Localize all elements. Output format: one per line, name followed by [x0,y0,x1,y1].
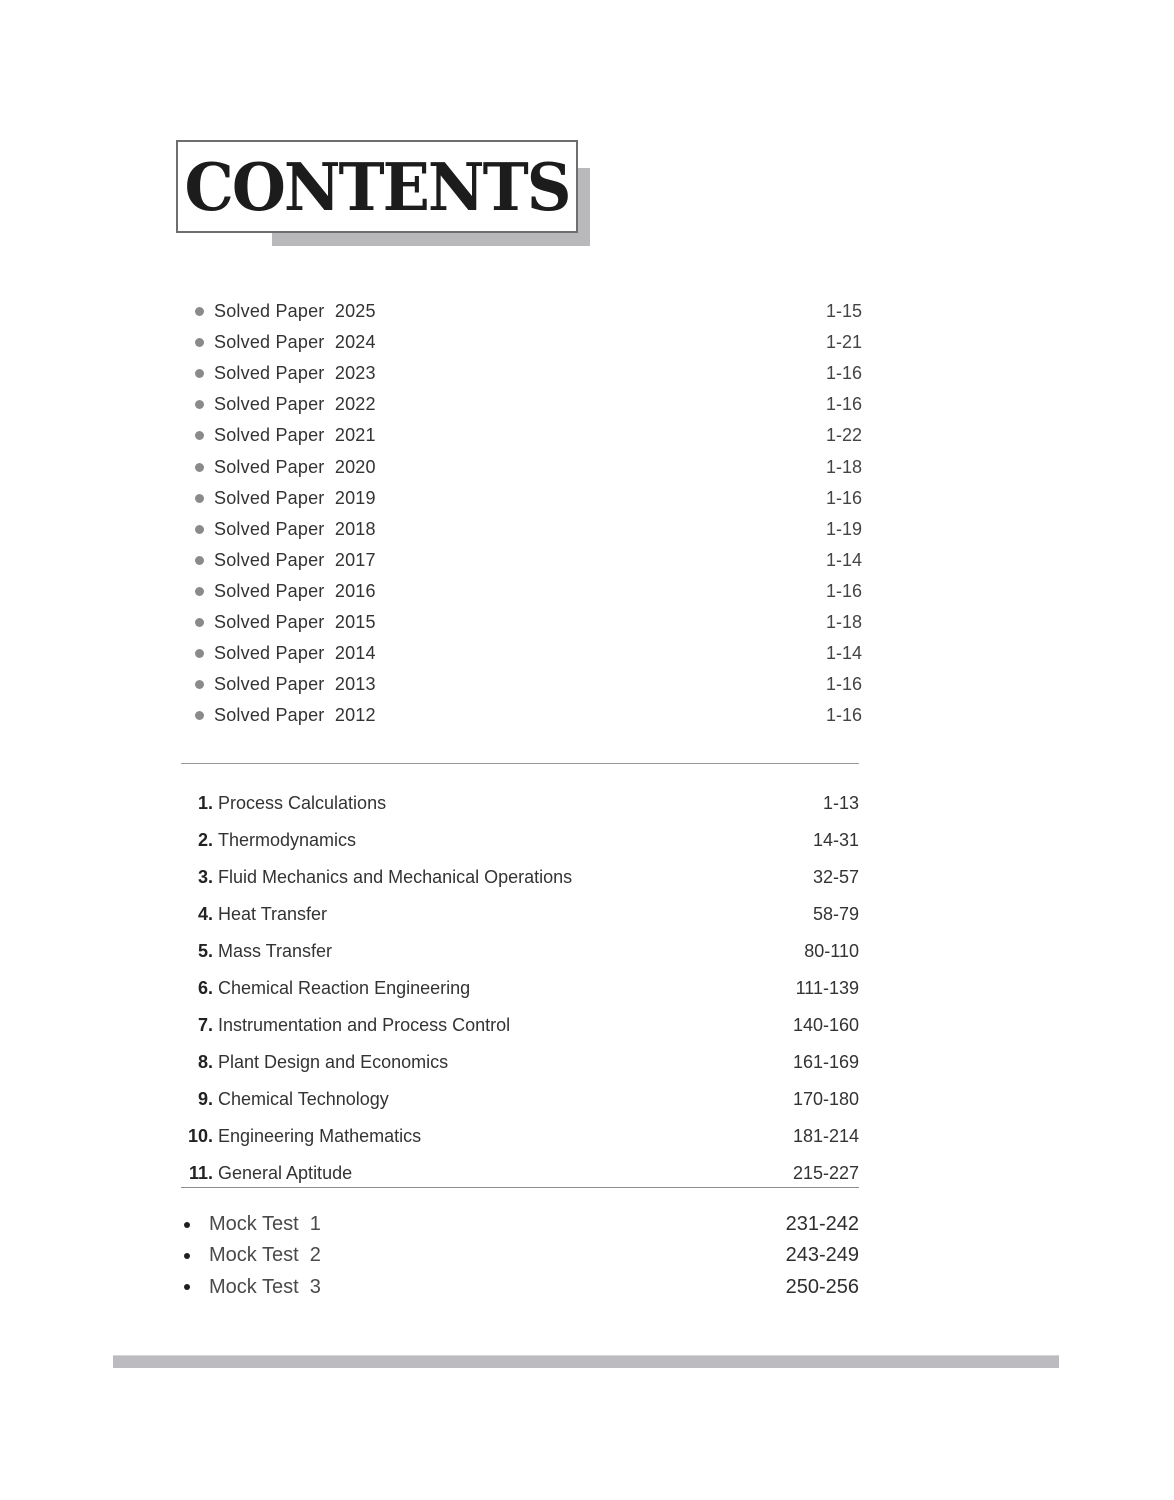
list-item-solved-paper-2023[interactable] [190,358,862,389]
chapter-item[interactable] [181,1044,859,1081]
chapter-title: Plant Design and Economics [218,1052,449,1072]
item-label: Solved Paper 2013 [214,674,376,695]
item-label: Solved Paper 2023 [214,363,376,384]
chapter-number: 10. [187,1126,213,1146]
chapter-title: Chemical Technology [218,1089,389,1109]
page-range: 231-242 [785,1213,859,1236]
page-range: 1-18 [825,456,862,477]
page-range: 1-15 [825,301,862,322]
chapter-item[interactable] [181,1081,859,1118]
list-item-solved-paper-2020[interactable] [190,451,862,482]
chapter-number: 6. [197,978,213,998]
chapter-item[interactable] [181,1007,859,1044]
item-label: Mock Test 1 [209,1213,321,1236]
page-range: 111-139 [795,978,859,998]
chapter-item[interactable] [181,970,859,1007]
chapter-number: 5. [197,941,213,961]
page-range: 170-180 [792,1089,859,1109]
chapter-number: 2. [197,830,213,850]
bullet-icon [195,369,204,378]
list-item-solved-paper-2015[interactable] [190,607,862,638]
mock-tests-list [181,1209,859,1303]
page-range: 1-13 [822,793,859,813]
chapter-item[interactable] [181,859,859,896]
chapter-item[interactable] [181,785,859,822]
chapter-item[interactable] [181,822,859,859]
contents-heading [176,140,582,237]
chapter-title: Mass Transfer [218,941,333,961]
chapter-number: 7. [197,1015,213,1035]
page-range: 1-21 [825,332,862,353]
bullet-icon [184,1222,190,1228]
footer-rule [113,1355,1059,1368]
bullet-icon [195,525,204,534]
page-range: 1-14 [825,643,862,664]
chapter-number: 9. [197,1089,213,1109]
chapter-title: Chemical Reaction Engineering [218,978,471,998]
item-label: Solved Paper 2017 [214,549,376,570]
page-range: 140-160 [792,1015,859,1035]
item-label: Solved Paper 2019 [214,487,376,508]
chapter-title: General Aptitude [218,1163,353,1183]
section-divider [181,1187,859,1188]
list-item-mock-test-1[interactable] [181,1209,859,1240]
bullet-icon [195,711,204,720]
page-range: 243-249 [785,1244,859,1267]
item-label: Solved Paper 2018 [214,518,376,539]
page-range: 1-16 [825,363,862,384]
chapter-number: 1. [197,793,213,813]
chapter-title: Fluid Mechanics and Mechanical Operations [218,867,573,887]
page-range: 1-16 [825,394,862,415]
chapter-title: Engineering Mathematics [218,1126,422,1146]
chapter-title: Thermodynamics [218,830,357,850]
page-title: CONTENTS [184,149,570,226]
item-label: Solved Paper 2016 [214,580,376,601]
page-range: 32-57 [812,867,859,887]
chapter-number: 8. [197,1052,213,1072]
page-range: 181-214 [792,1126,859,1146]
chapter-item[interactable] [181,896,859,933]
list-item-solved-paper-2016[interactable] [190,576,862,607]
page-range: 1-18 [825,611,862,632]
chapter-number: 3. [197,867,213,887]
item-label: Solved Paper 2025 [214,301,376,322]
item-label: Solved Paper 2024 [214,332,376,353]
bullet-icon [195,494,204,503]
chapter-number: 4. [197,904,213,924]
chapter-number: 11. [188,1163,213,1183]
bullet-icon [195,556,204,565]
list-item-solved-paper-2018[interactable] [190,514,862,545]
bullet-icon [195,649,204,658]
page-range: 215-227 [792,1163,859,1183]
list-item-solved-paper-2013[interactable] [190,669,862,700]
bullet-icon [195,431,204,440]
page-range: 1-16 [825,705,862,726]
item-label: Solved Paper 2022 [214,394,376,415]
list-item-solved-paper-2017[interactable] [190,545,862,576]
chapter-title: Process Calculations [218,793,387,813]
list-item-solved-paper-2024[interactable] [190,327,862,358]
bullet-icon [195,680,204,689]
page-range: 14-31 [812,830,859,850]
page-range: 1-22 [825,425,862,446]
page-range: 1-16 [825,580,862,601]
bullet-icon [195,587,204,596]
item-label: Solved Paper 2012 [214,705,376,726]
page-range: 1-14 [825,549,862,570]
bullet-icon [195,307,204,316]
page-range: 161-169 [792,1052,859,1072]
bullet-icon [195,338,204,347]
bullet-icon [184,1284,190,1290]
list-item-solved-paper-2025[interactable] [190,296,862,327]
page-range: 58-79 [812,904,859,924]
bullet-icon [195,463,204,472]
item-label: Solved Paper 2020 [214,456,376,477]
bullet-icon [195,618,204,627]
list-item-solved-paper-2014[interactable] [190,638,862,669]
list-item-mock-test-2[interactable] [181,1240,859,1271]
page-range: 250-256 [785,1275,859,1298]
item-label: Solved Paper 2021 [214,425,376,446]
list-item-solved-paper-2022[interactable] [190,389,862,420]
list-item-mock-test-3[interactable] [181,1272,859,1303]
page-range: 1-19 [825,518,862,539]
chapter-title: Instrumentation and Process Control [218,1015,511,1035]
chapter-title: Heat Transfer [218,904,328,924]
bullet-icon [195,400,204,409]
page-range: 1-16 [825,674,862,695]
list-item-solved-paper-2019[interactable] [190,483,862,514]
item-label: Mock Test 3 [209,1275,321,1298]
title-box [176,140,578,233]
item-label: Solved Paper 2015 [214,611,376,632]
list-item-solved-paper-2021[interactable] [190,420,862,451]
item-label: Mock Test 2 [209,1244,321,1267]
chapters-list [181,785,859,1192]
page-range: 1-16 [825,487,862,508]
page-range: 80-110 [804,941,859,961]
section-divider [181,763,859,764]
item-label: Solved Paper 2014 [214,643,376,664]
bullet-icon [184,1253,190,1259]
list-item-solved-paper-2012[interactable] [190,700,862,731]
solved-papers-list [190,296,862,731]
chapter-item[interactable] [181,933,859,970]
chapter-item[interactable] [181,1118,859,1155]
